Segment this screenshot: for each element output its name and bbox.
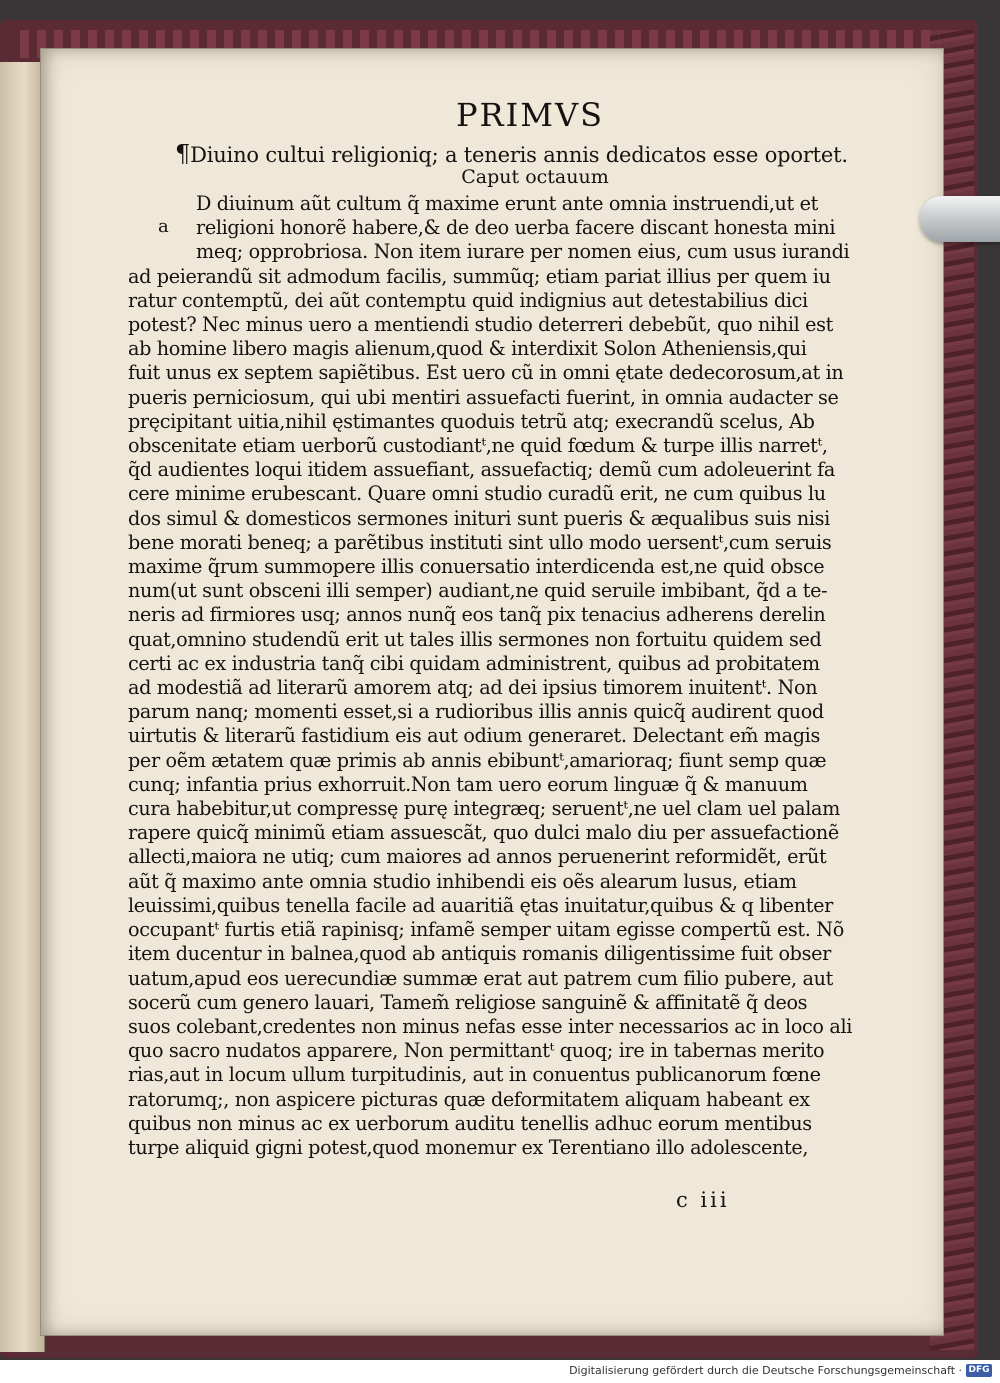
text-line: uatum,apud eos uerecundiæ summæ erat aut patrem cum filio pubere, aut (128, 966, 834, 990)
text-line: ab homine libero magis alienum,quod & interdixit Solon Atheniensis,qui (128, 337, 807, 361)
text-line: religioni honorẽ habere,& de deo uerba facere discant honesta mini (196, 216, 836, 240)
text-line: cura habebitur,ut compressę purę integræq; seruentᵗ,ne uel clam uel palam (128, 797, 840, 821)
text-line: maxime q̃rum summopere illis conuersatio interdicenda est,ne quid obsce (128, 555, 825, 579)
text-line: allecti,maiora ne utiq; cum maiores ad annos peruenerint reformidẽt, erũt (128, 845, 827, 869)
text-line: certi ac ex industria tanq̃ cibi quidam administrent, quibus ad probitatem (128, 651, 820, 675)
text-line: neris ad firmiores usq; annos nunq̃ eos tanq̃ pix tenacius adherens derelin (128, 603, 826, 627)
running-head: PRIMVS (455, 96, 605, 134)
body-text (128, 192, 853, 1160)
text-line: bene morati beneq; a parẽtibus instituti sint ullo modo uersentᵗ,cum seruis (128, 530, 832, 554)
text-line: ad peierandũ sit admodum facilis, summũq; etiam pariat illius per quem iu (128, 264, 831, 288)
text-line: aũt q̃ maximo ante omnia studio inhibendi eis oẽs alearum lusus, etiam (128, 869, 797, 893)
signature-mark: c iii (676, 1188, 730, 1212)
text-line: fuit unus ex septem sapiẽtibus. Est uero cũ in omni ętate dedecorosum,at in (128, 361, 844, 385)
text-line: pręcipitant uitia,nihil ęstimantes quoduis tetrũ atq; execrandũ scelus, Ab (128, 409, 815, 433)
text-line: occupantᵗ furtis etiã rapinisq; infamẽ semper uitam egisse compertũ est. Nõ (128, 918, 844, 942)
text-line: ratorumq;, non aspicere picturas quæ deformitatem aliquam habeant ex (128, 1087, 810, 1111)
text-line: q̃d audientes loqui itidem assuefiant, assuefactiq; demũ cum adoleuerint fa (128, 458, 835, 482)
text-line: potest? Nec minus uero a mentiendi studio deterreri debebũt, quo nihil est (128, 313, 834, 337)
text-line: meq; opprobriosa. Non item iurare per nomen eius, cum usus iurandi (196, 240, 850, 264)
text-line: rapere quicq̃ minimũ etiam assuescãt, quo dulci malo diu per assuefactionẽ (128, 821, 839, 845)
text-line: cere minime erubescant. Quare omni studio curadũ erit, ne cum quibus lu (128, 482, 826, 506)
text-line: ratur contemptũ, dei aũt contemptu quid indignius aut detestabilius dici (128, 288, 808, 312)
dfg-logo-icon: DFG (966, 1364, 992, 1377)
text-line: rias,aut in locum ullum turpitudinis, aut in conuentus publicanorum fœne (128, 1063, 821, 1087)
text-line: item ducentur in balnea,quod ab antiquis romanis diligentissime fuit obser (128, 942, 831, 966)
text-line: uirtutis & literarũ fastidium eis aut odium generaret. Delectant em̃ magis (128, 724, 820, 748)
marginal-letter: a (158, 216, 169, 237)
left-page-edge (0, 62, 45, 1352)
text-line: suos colebant,credentes non minus nefas esse inter necessarios ac in loco ali (128, 1014, 853, 1038)
chapter-title (175, 140, 848, 168)
text-line: per oẽm ætatem quæ primis ab annis ebibuntᵗ,amarioraq; fiunt semp quæ (128, 748, 827, 772)
text-line: cunq; infantia prius exhorruit.Non tam uero eorum linguæ q̃ & manuum (128, 772, 808, 796)
text-line: leuissimi,quibus tenella facile ad auaritiã ętas inuitatur,quibus & q libenter (128, 893, 833, 917)
text-line: obscenitate etiam uerborũ custodiantᵗ,ne quid fœdum & turpe illis narretᵗ, (128, 434, 828, 458)
text-line: quibus non minus ac ex uerborum auditu tenellis adhuc eorum mentibus (128, 1111, 812, 1135)
text-line: socerũ cum genero lauari, Tamem̃ religiose sanguinẽ & affinitatẽ q̃ deos (128, 990, 808, 1014)
text-line: parum nanq; momenti esset,si a rudioribus illis annis quicq̃ audirent quod (128, 700, 824, 724)
text-line: pueris perniciosum, qui ubi mentiri assuefacti fuerint, in omnia audacter se (128, 385, 839, 409)
text-line: quat,omnino studendũ erit ut tales illis sermones non fortuitu quidem sed (128, 627, 822, 651)
text-line: dos simul & domesticos sermones inituri sunt pueris & æqualibus suis nisi (128, 506, 830, 530)
page-clip (920, 196, 1000, 242)
chapter-subtitle: Caput octauum (461, 166, 609, 188)
chapter-title-text: Diuino cultui religioniq; a teneris annis dedicatos esse oportet. (190, 143, 848, 167)
text-line: turpe aliquid gigni potest,quod monemur ex Terentiano illo adolescente, (128, 1135, 809, 1159)
text-line: quo sacro nudatos apparere, Non permittantᵗ quoq; ire in tabernas merito (128, 1039, 825, 1063)
text-line: ad modestiã ad literarũ amorem atq; ad dei ipsius timorem inuitentᵗ. Non (128, 676, 818, 700)
pilcrow-icon: ¶ (175, 140, 191, 168)
footer-credit: Digitalisierung gefördert durch die Deutsche Forschungsgemeinschaft · (569, 1364, 962, 1377)
text-line: D diuinum aũt cultum q̃ maxime erunt ante omnia instruendi,ut et (196, 192, 819, 215)
text-line: num(ut sunt obsceni illi semper) audiant,ne quid seruile imbibant, q̃d a te- (128, 579, 828, 603)
